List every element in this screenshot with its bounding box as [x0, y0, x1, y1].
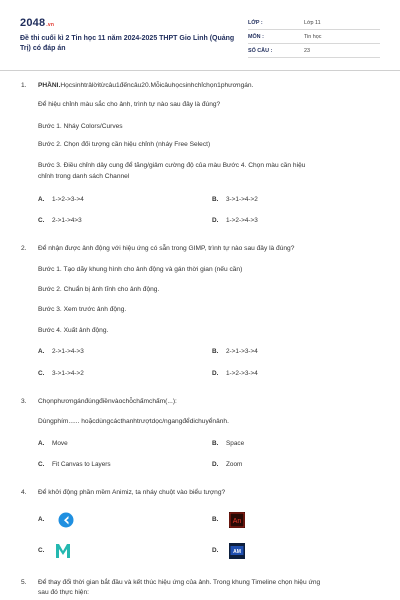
- section-instruction: Họcsinhtrảlờitừcâu1đếncâu20.Mỗicâuhọcsinhchỉchọn1phươngán.: [60, 82, 254, 89]
- question-number: 2.: [21, 245, 27, 252]
- question-5-text-cont: sau đó thực hiện:: [38, 589, 89, 596]
- paper-plane-logo-icon[interactable]: [58, 512, 74, 528]
- question-1-step: Bước 1. Nháy Colors/Curves: [38, 123, 123, 130]
- question-2-step: Bước 2. Chuẩn bị ảnh tĩnh cho ảnh động.: [38, 286, 160, 293]
- meta-key: LỚP :: [248, 20, 263, 26]
- option-c[interactable]: C. 2->1->4>3: [38, 217, 82, 224]
- question-5-text: Để thay đổi thời gian bắt đầu và kết thúc hiệu ứng của ảnh. Trong khung Timeline chọn hiệu ứng: [38, 579, 321, 586]
- question-3-text: Chọnphươngánđúngđiềnvàochỗchấmchấm(...):: [38, 398, 177, 405]
- question-4-text: Để khởi động phần mềm Animiz, ta nháy chuột vào biểu tượng?: [38, 489, 226, 496]
- meta-key: SỐ CÂU :: [248, 48, 273, 54]
- option-b[interactable]: B.: [212, 516, 219, 523]
- question-1-step: Bước 2. Chọn đối tượng cần hiệu chỉnh (nháy Free Select): [38, 141, 211, 148]
- option-c[interactable]: C.: [38, 547, 45, 554]
- question-number: 4.: [21, 489, 27, 496]
- question-1-text: [38, 81, 388, 90]
- question-2-step: Bước 1. Tạo dãy khung hình cho ảnh động và gán thời gian (nếu cần): [38, 266, 243, 273]
- option-a[interactable]: A. Move: [38, 440, 68, 447]
- logo-main: 2048: [20, 17, 46, 29]
- section-prefix: PHẦNI.: [38, 82, 61, 89]
- option-d[interactable]: D. 1->2->4->3: [212, 217, 258, 224]
- option-c[interactable]: C. 3->1->4->2: [38, 370, 84, 377]
- option-d[interactable]: D.: [212, 547, 219, 554]
- question-1-step: Bước 3. Điều chỉnh dây cung để tăng/giảm cường độ của màu Bước 4. Chọn màu cần hiệu: [38, 162, 306, 169]
- document-title: Đề thi cuối kì 2 Tin học 11 năm 2024-2025 THPT Gio Linh (Quảng Trị) có đáp án: [20, 35, 235, 52]
- question-3-sub: Dùngphím...... hoặcdùngcácthanhtrượtdọc/ngangđểdichuyểnảnh.: [38, 418, 229, 425]
- question-1-step: chỉnh trong danh sách Channel: [38, 173, 130, 180]
- question-2-step: Bước 4. Xuất ảnh động.: [38, 327, 109, 334]
- icon-text: AM: [233, 549, 241, 555]
- m-letter-logo-icon[interactable]: [55, 543, 71, 559]
- meta-value: Tin học: [304, 34, 322, 40]
- option-b[interactable]: B. 2->1->3->4: [212, 348, 258, 355]
- option-d[interactable]: D. Zoom: [212, 461, 243, 468]
- question-2-step: Bước 3. Xem trước ảnh động.: [38, 306, 127, 313]
- animiz-logo-icon[interactable]: [229, 543, 245, 559]
- option-b[interactable]: B. Space: [212, 440, 245, 447]
- logo-suffix: .vn: [46, 22, 55, 28]
- meta-value: 23: [304, 48, 310, 54]
- option-b[interactable]: B. 3->1->4->2: [212, 196, 258, 203]
- option-c[interactable]: C. Fit Canvas to Layers: [38, 461, 111, 468]
- option-a[interactable]: A. 2->1->4->3: [38, 348, 84, 355]
- option-d[interactable]: D. 1->2->3->4: [212, 370, 258, 377]
- icon-text: An: [232, 518, 242, 525]
- question-number: 5.: [21, 579, 27, 586]
- meta-value: Lớp 11: [304, 20, 321, 26]
- meta-key: MÔN :: [248, 34, 264, 40]
- option-a[interactable]: A. 1->2->3->4: [38, 196, 84, 203]
- question-1-prompt: Để hiệu chỉnh màu sắc cho ảnh, trình tự nào sau đây là đúng?: [38, 101, 221, 108]
- question-number: 1.: [21, 82, 27, 89]
- question-2-text: Để nhận được ảnh động với hiệu ứng có sẵn trong GIMP, trình tự nào sau đây là đúng?: [38, 245, 295, 252]
- option-a[interactable]: A.: [38, 516, 45, 523]
- adobe-animate-logo-icon[interactable]: [229, 512, 245, 528]
- question-number: 3.: [21, 398, 27, 405]
